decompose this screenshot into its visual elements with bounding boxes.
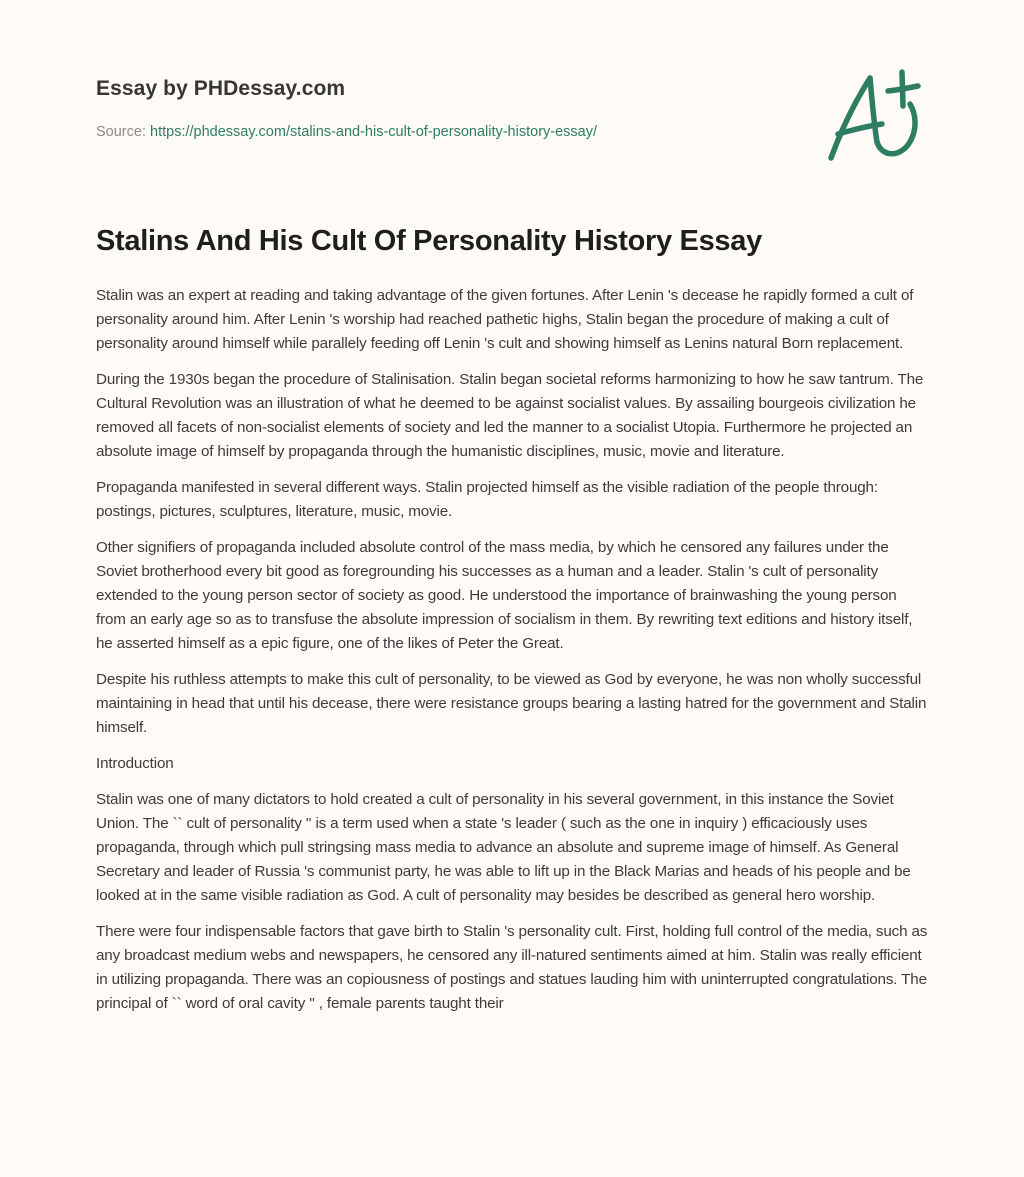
site-title: Essay by PHDessay.com xyxy=(96,77,346,100)
section-heading-introduction: Introduction xyxy=(96,755,174,772)
essay-paragraph: Propaganda manifested in several different ways. Stalin projected himself as the visible radiation of the people through: postings, pictures, sculptures, literature, music, movie. xyxy=(96,479,878,520)
essay-paragraph: During the 1930s began the procedure of Stalinisation. Stalin began societal reforms harmonizing to how he saw tantrum. The Cultural Revolution was an illustration of what he deemed to be against socialist values. By assailing bourgeois civilization he removed all facets of non-socialist elements of society and led the manner to a socialist Utopia. Furthermore he projected an absolute image of himself by propaganda through the humanistic disciplines, music, movie and literature. xyxy=(96,371,924,460)
source-link[interactable]: https://phdessay.com/stalins-and-his-cult-of-personality-history-essay/ xyxy=(150,124,598,140)
source-line xyxy=(96,124,597,140)
essay-paragraph: Stalin was an expert at reading and taking advantage of the given fortunes. After Lenin 's decease he rapidly formed a cult of personality around him. After Lenin 's worship had reached pathetic highs, Stalin began the procedure of making a cult of personality around himself while parallely feeding off Lenin 's cult and showing himself as Lenins natural Born replacement. xyxy=(96,287,914,352)
essay-title: Stalins And His Cult Of Personality History Essay xyxy=(96,225,762,257)
essay-page xyxy=(96,0,928,1012)
essay-paragraph: Stalin was one of many dictators to hold created a cult of personality in his several government, in this instance the Soviet Union. The `` cult of personality '' is a term used when a state 's leader ( such as the one in inquiry ) efficaciously uses propaganda, through which pull stringsing mass media to advance an absolute and supreme image of himself. As General Secretary and leader of Russia 's communist party, he was able to lift up in the Black Marias and heads of his people and be looked at in the same visible radiation as God. A cult of personality may besides be described as general hero worship. xyxy=(96,791,911,904)
source-label: Source: xyxy=(96,124,146,140)
essay-paragraph: There were four indispensable factors that gave birth to Stalin 's personality cult. First, holding full control of the media, such as any broadcast medium webs and newspapers, he censored any ill-natured sentiments aimed at him. Stalin was really efficient in utilizing propaganda. There was an copiousness of postings and statues lauding him with uninterrupted congratulations. The principal of `` word of oral cavity '' , female parents taught their xyxy=(96,923,928,1012)
essay-body xyxy=(96,284,928,1028)
page-header xyxy=(96,0,928,200)
essay-paragraph: Despite his ruthless attempts to make this cult of personality, to be viewed as God by everyone, he was non wholly successful maintaining in head that until his decease, there were resistance groups bearing a lasting hatred for the government and Stalin himself. xyxy=(96,671,927,736)
a-plus-grade-icon xyxy=(822,66,926,166)
essay-paragraph: Other signifiers of propaganda included absolute control of the mass media, by which he censored any failures under the Soviet brotherhood every bit good as foregrounding his successes as a human and a leader. Stalin 's cult of personality extended to the young person sector of society as good. He understood the importance of brainwashing the young person from an early age so as to transfuse the absolute impression of socialism in them. By rewriting text editions and history itself, he asserted himself as a epic figure, one of the likes of Peter the Great. xyxy=(96,539,913,652)
